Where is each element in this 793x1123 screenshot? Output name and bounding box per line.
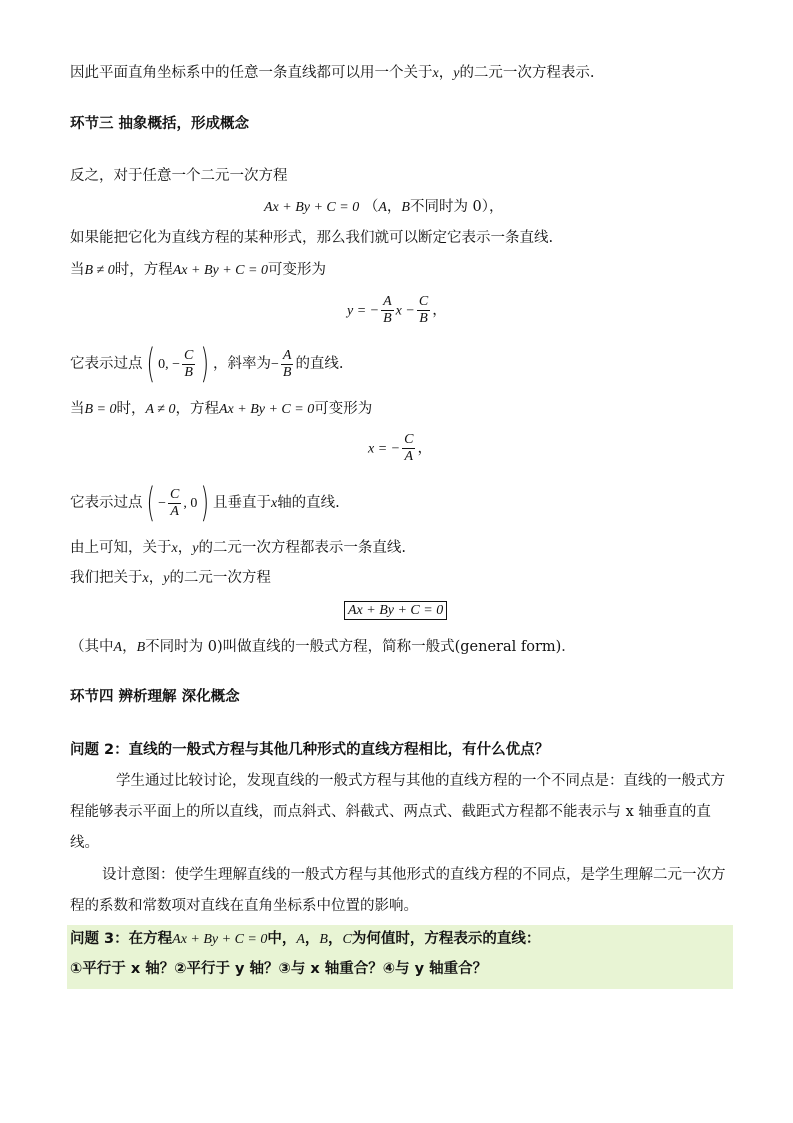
question-3-options: ①平行于 x 轴？②平行于 y 轴？③与 x 轴重合？④与 y 轴重合？ xyxy=(70,961,488,977)
case-b-nonzero: 当B ≠ 0时，方程Ax + By + C = 0可变形为 xyxy=(70,262,326,278)
point-slope-description: 它表示过点( 0, − $\frac{C}{B}$ ) ，斜率为− $\frac{A}{B}$ 的直线. xyxy=(70,341,344,387)
boxed-general-equation: Ax + By + C = 0 xyxy=(344,600,447,621)
question-3: 问题 3：在方程Ax + By + C = 0中，A，B，C为何值时，方程表示的直线： xyxy=(70,931,541,947)
section-heading-3: 环节三 抽象概括，形成概念 xyxy=(70,116,250,132)
vertical-point-description: 它表示过点( − $\frac{C}{A}$ , 0) 且垂直于x轴的直线. xyxy=(70,480,340,526)
intro-line: 因此平面直角坐标系中的任意一条直线都可以用一个关于x，y的二元一次方程表示. xyxy=(70,65,595,81)
definition-line: （其中A，B不同时为 0)叫做直线的一般式方程，简称一般式(general form)． xyxy=(70,639,576,655)
slope-intercept-equation: y = − $\frac{A}{B}$ x − $\frac{C}{B}$ ， xyxy=(347,294,447,326)
general-equation-with-condition: Ax + By + C = 0 （A，B不同时为 0）， xyxy=(264,199,504,215)
design-intent: 设计意图：使学生理解直线的一般式方程与其他形式的直线方程的不同点，是学生理解二元一次方程的系数和常数项对直线在直角坐标系中位置的影响。 xyxy=(70,867,726,914)
case-b-zero: 当B = 0时，A ≠ 0，方程Ax + By + C = 0可变形为 xyxy=(70,401,373,417)
question-2: 问题 2：直线的一般式方程与其他几种形式的直线方程相比，有什么优点？ xyxy=(70,742,550,758)
vertical-line-equation: x = − $\frac{C}{A}$ ， xyxy=(368,432,432,464)
definition-lead-line: 我们把关于x，y的二元一次方程 xyxy=(70,570,271,586)
question-2-answer: 学生通过比较讨论，发现直线的一般式方程与其他的直线方程的一个不同点是：直线的一般式方程能够表示平面上的所以直线，而点斜式、斜截式、两点式、截距式方程都不能表示与 x 轴垂直的直线。 xyxy=(70,773,725,851)
transform-line: 如果能把它化为直线方程的某种形式，那么我们就可以断定它表示一条直线. xyxy=(70,230,554,246)
conclusion-line: 由上可知，关于x，y的二元一次方程都表示一条直线. xyxy=(70,540,407,556)
section-heading-4: 环节四 辨析理解 深化概念 xyxy=(70,689,240,705)
converse-line: 反之，对于任意一个二元一次方程 xyxy=(70,168,288,184)
